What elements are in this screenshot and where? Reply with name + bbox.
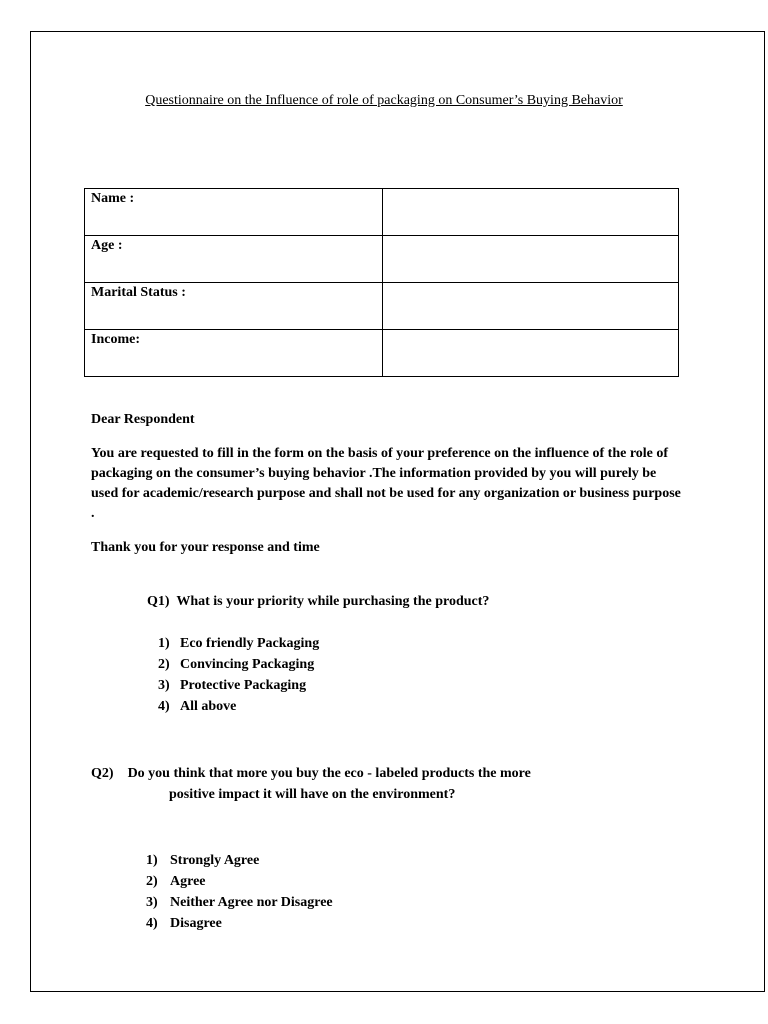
- table-row: [85, 189, 679, 236]
- income-field[interactable]: [383, 330, 679, 377]
- option-number: 3): [158, 678, 170, 693]
- page-title: Questionnaire on the Influence of role of packaging on Consumer’s Buying Behavior: [145, 93, 623, 108]
- table-row: [85, 283, 679, 330]
- option-number: 1): [146, 853, 158, 868]
- list-item[interactable]: [146, 871, 333, 892]
- option-text: Eco friendly Packaging: [180, 636, 320, 651]
- option-text: All above: [180, 699, 237, 714]
- question-text-line1: Do you think that more you buy the eco - labeled products the more: [127, 766, 531, 781]
- question-1: [147, 594, 489, 610]
- option-text: Neither Agree nor Disagree: [170, 895, 333, 910]
- option-text: Protective Packaging: [180, 678, 307, 693]
- name-label: Name :: [85, 189, 383, 236]
- option-number: 3): [146, 895, 158, 910]
- question-text: What is your priority while purchasing the product?: [176, 594, 490, 609]
- respondent-info-table: [84, 188, 679, 377]
- list-item[interactable]: [146, 913, 333, 934]
- list-item[interactable]: [158, 696, 319, 717]
- table-row: [85, 236, 679, 283]
- marital-status-field[interactable]: [383, 283, 679, 330]
- question-1-options: [158, 633, 319, 717]
- option-number: 2): [146, 874, 158, 889]
- option-text: Strongly Agree: [170, 853, 260, 868]
- income-label: Income:: [85, 330, 383, 377]
- greeting: Dear Respondent: [91, 412, 195, 427]
- question-number: Q1): [147, 594, 170, 609]
- option-number: 4): [146, 916, 158, 931]
- option-number: 1): [158, 636, 170, 651]
- list-item[interactable]: [146, 850, 333, 871]
- question-2: [91, 763, 531, 805]
- option-number: 2): [158, 657, 170, 672]
- option-text: Convincing Packaging: [180, 657, 315, 672]
- option-text: Agree: [170, 874, 206, 889]
- table-row: [85, 330, 679, 377]
- list-item[interactable]: [158, 675, 319, 696]
- question-2-options: [146, 850, 333, 934]
- name-field[interactable]: [383, 189, 679, 236]
- question-text-line2: positive impact it will have on the environment?: [169, 787, 456, 802]
- age-field[interactable]: [383, 236, 679, 283]
- list-item[interactable]: [146, 892, 333, 913]
- age-label: Age :: [85, 236, 383, 283]
- marital-status-label: Marital Status :: [85, 283, 383, 330]
- intro-paragraph: You are requested to fill in the form on the basis of your preference on the influence of the role of packaging on the consumer’s buying behavior .The information provided by you will purely be used for academic/research purpose and shall not be used for any organization or business purpose .: [91, 446, 681, 521]
- question-number: Q2): [91, 766, 114, 781]
- option-text: Disagree: [170, 916, 222, 931]
- option-number: 4): [158, 699, 170, 714]
- list-item[interactable]: [158, 654, 319, 675]
- list-item[interactable]: [158, 633, 319, 654]
- thanks-text: Thank you for your response and time: [91, 540, 320, 555]
